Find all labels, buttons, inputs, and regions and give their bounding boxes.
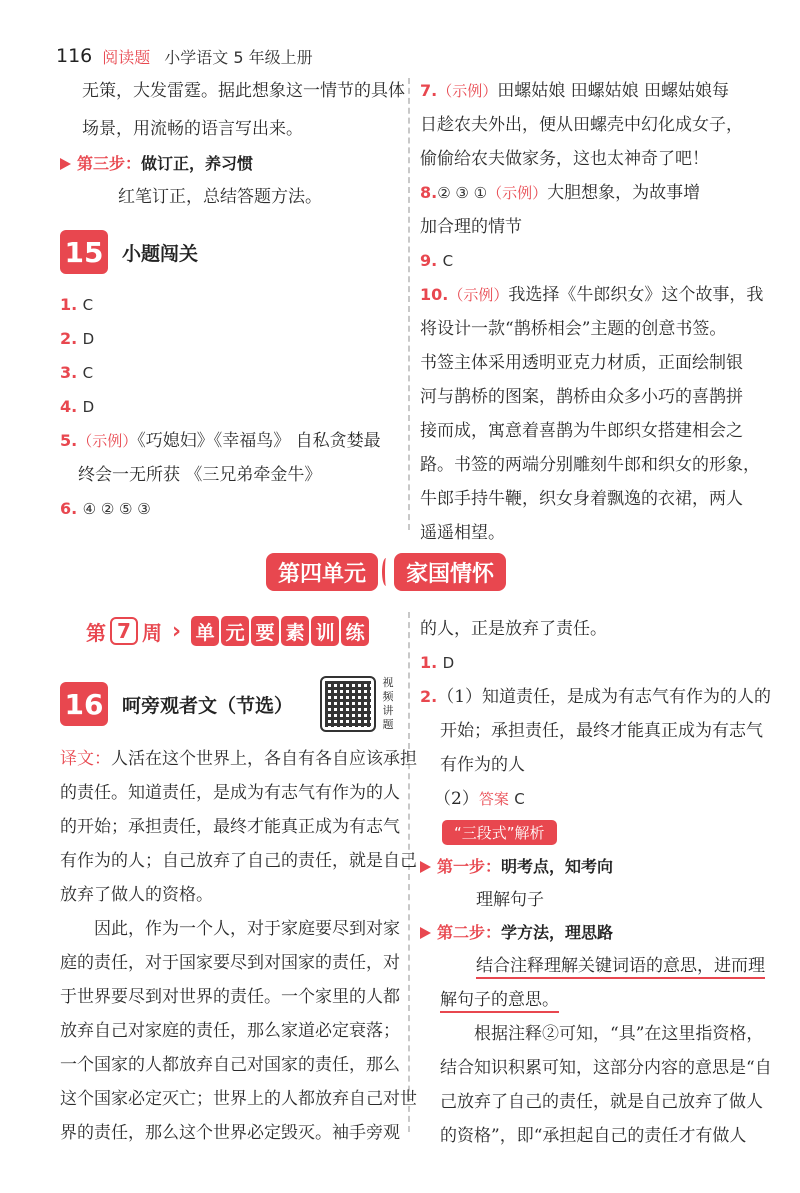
arrow-icon [420,861,431,873]
text-span: 人活在这个世界上，各自有各自应该承担 [111,749,417,769]
text-line: 因此，作为一个人，对于家庭要尽到对家 [94,919,400,939]
question-title: 呵旁观者文（节选） [122,694,294,717]
step1-body: 理解句子 [476,890,544,910]
answer-number: 6. [60,499,78,518]
text-line [60,742,417,776]
explain-line: 的资格”，即“承担起自己的责任才有做人 [440,1126,747,1146]
answer-text: 《巧媳妇》《幸福鸟》 自私贪婪最 [137,431,381,451]
step1-heading [420,851,765,883]
topic-char: 单 [191,616,219,646]
right-bottom-column [420,612,772,1153]
example-tag: （示例） [437,82,498,100]
text-line: 这个国家必定灭亡；世界上的人都放弃自己对世 [60,1089,417,1109]
text-line: 场景，用流畅的语言写出来。 [82,119,303,139]
text-line: 有作为的人；自己放弃了自己的责任，就是自己 [60,851,417,871]
week-suffix: 周 [142,620,162,645]
answer-text: 将设计一款“鹊桥相会”主题的创意书签。 [420,319,727,339]
answer-item [420,244,760,278]
label-char: 题 [382,718,394,731]
answer-value: D [82,398,95,416]
answer-text: 河与鹊桥的图案，鹊桥由众多小巧的喜鹊拼 [420,387,743,407]
answer-value: D [82,330,95,348]
step2-body [420,983,765,1017]
unit-banner [266,553,506,591]
answer-number: 7. [420,81,438,100]
sub-prefix: （2） [434,789,479,809]
answer-text: 我选择《牛郎织女》这个故事，我 [508,285,764,305]
underlined-text: 解句子的意思。 [440,990,559,1013]
answer-number: 2. [420,687,438,706]
qr-code[interactable] [320,676,376,732]
analysis-pill-wrap [442,820,765,845]
explain-line: 根据注释②可知，“具”在这里指资格， [474,1024,764,1044]
arrow-icon [420,927,431,939]
text-line: 庭的责任，对于国家要尽到对国家的责任，对 [60,953,400,973]
unit-theme: 家国情怀 [394,553,506,591]
answer-value: C [82,364,94,382]
q15-header [60,230,400,274]
text-line: 于世界要尽到对世界的责任。一个家里的人都 [60,987,400,1007]
answer-item [420,176,760,210]
answer-text: 加合理的情节 [420,217,522,237]
answer-text: 终会一无所获 《三兄弟牵金牛》 [78,465,322,485]
answer-number: 3. [60,363,78,382]
step-text: 学方法，理思路 [501,923,614,942]
answer-item [420,646,765,680]
text-line: 界的责任，那么这个世界必定毁灭。袖手旁观 [60,1123,400,1143]
sub-answer [420,782,765,816]
step3-heading [60,148,400,180]
answer-label: 答案 [478,790,509,808]
page-header [56,42,313,70]
step-label: 第二步： [437,923,502,942]
answer-number: 1. [420,653,438,672]
example-tag: （示例） [448,286,509,304]
answer-value: ② ③ ① [437,184,488,202]
step-text: 明考点，知考向 [501,857,614,876]
answer-item [60,322,400,356]
translation-label: 译文： [60,749,111,769]
topic-char: 要 [251,616,279,646]
answer-item [420,74,760,108]
example-tag: （示例） [487,184,548,202]
text-line: 放弃自己对家庭的责任，那么家道必定衰落； [60,1021,400,1041]
step-label: 第一步： [437,857,502,876]
answer-item [60,356,400,390]
answer-text: 日趁农夫外出，便从田螺壳中幻化成女子， [420,115,743,135]
answer-number: 9. [420,251,438,270]
column-divider-top [408,78,410,530]
book-title: 小学语文 5 年级上册 [164,47,313,67]
answer-value: C [442,252,454,270]
answer-value: D [442,654,455,672]
q15-answers [60,288,400,526]
answer-item [60,288,400,322]
video-label [381,676,395,732]
step-text: 做订正，养习惯 [141,154,254,173]
answer-text: 路。书签的两端分别雕刻牛郎和织女的形象， [420,455,760,475]
answer-text: 书签主体采用透明亚克力材质，正面绘制银 [420,353,743,373]
section-tag: 阅读题 [102,47,151,67]
explain-line: 己放弃了自己的责任，就是自己放弃了做人 [440,1092,763,1112]
answer-value: C [82,296,94,314]
example-tag: （示例） [77,432,138,450]
left-top-column [60,74,405,526]
answer-number: 2. [60,329,78,348]
text-line: 的责任。知道责任，是成为有志气有作为的人 [60,783,400,803]
step2-body [420,949,765,983]
step2-heading [420,917,765,949]
answer-text: 遥遥相望。 [420,523,505,543]
topic-char: 元 [221,616,249,646]
step3-body: 红笔订正，总结答题方法。 [118,187,322,207]
week-heading [86,616,369,646]
banner-separator [378,553,394,591]
answer-number: 5. [60,431,78,450]
arrow-icon [60,158,71,170]
step-label: 第三步： [77,154,142,173]
week-prefix: 第 [86,620,106,645]
answer-number: 1. [60,295,78,314]
topic-char: 训 [311,616,339,646]
question-title: 小题闯关 [122,242,199,265]
answer-text: 接而成，寓意着喜鹊为牛郎织女搭建相会之 [420,421,743,441]
answer-number: 4. [60,397,78,416]
question-badge: 16 [60,682,108,726]
answer-item [420,680,772,714]
underlined-text: 结合注释理解关键词语的意思，进而理 [476,956,765,979]
week-topic [191,616,369,646]
text-line: 的开始；承担责任，最终才能真正成为有志气 [60,817,400,837]
answer-number: 10. [420,285,449,304]
answer-item [60,492,400,526]
answer-value: ④ ② ⑤ ③ [82,500,151,518]
answer-text: 大胆想象，为故事增 [547,183,701,203]
week-number: 7 [110,617,138,645]
answer-item [420,278,764,312]
topic-char: 练 [341,616,369,646]
chevron-right-icon: › [172,618,182,644]
answer-text: 有作为的人 [440,755,525,775]
answer-text: （1）知道责任，是成为有志气有作为的人的 [437,687,772,707]
label-char: 讲 [382,704,394,717]
column-divider-bottom [408,612,410,1132]
text-line: 的人，正是放弃了责任。 [420,619,607,639]
question-badge: 15 [60,230,108,274]
right-top-column [420,74,764,550]
text-line: 无策，大发雷霆。据此想象这一情节的具体 [82,81,405,101]
analysis-pill: “三段式”解析 [442,820,557,845]
text-line: 一个国家的人都放弃自己对国家的责任，那么 [60,1055,400,1075]
page-number: 116 [56,45,93,67]
answer-number: 8. [420,183,438,202]
answer-item [60,424,400,458]
answer-text: 开始；承担责任，最终才能真正成为有志气 [440,721,763,741]
answer-text: 田螺姑娘 田螺姑娘 田螺姑娘每 [497,81,730,101]
answer-text: 偷偷给农夫做家务，这也太神奇了吧！ [420,149,709,169]
answer-value: C [514,790,525,808]
q16-header [60,682,293,726]
answer-item [60,390,400,424]
explain-line: 结合知识积累可知，这部分内容的意思是“自 [440,1058,772,1078]
answer-text: 牛郎手持牛鞭，织女身着飘逸的衣裙，两人 [420,489,743,509]
label-char: 频 [382,690,394,703]
topic-char: 素 [281,616,309,646]
label-char: 视 [382,676,394,689]
unit-number: 第四单元 [266,553,378,591]
text-line: 放弃了做人的资格。 [60,885,213,905]
qr-pattern [325,681,371,727]
left-bottom-column [60,742,417,1150]
